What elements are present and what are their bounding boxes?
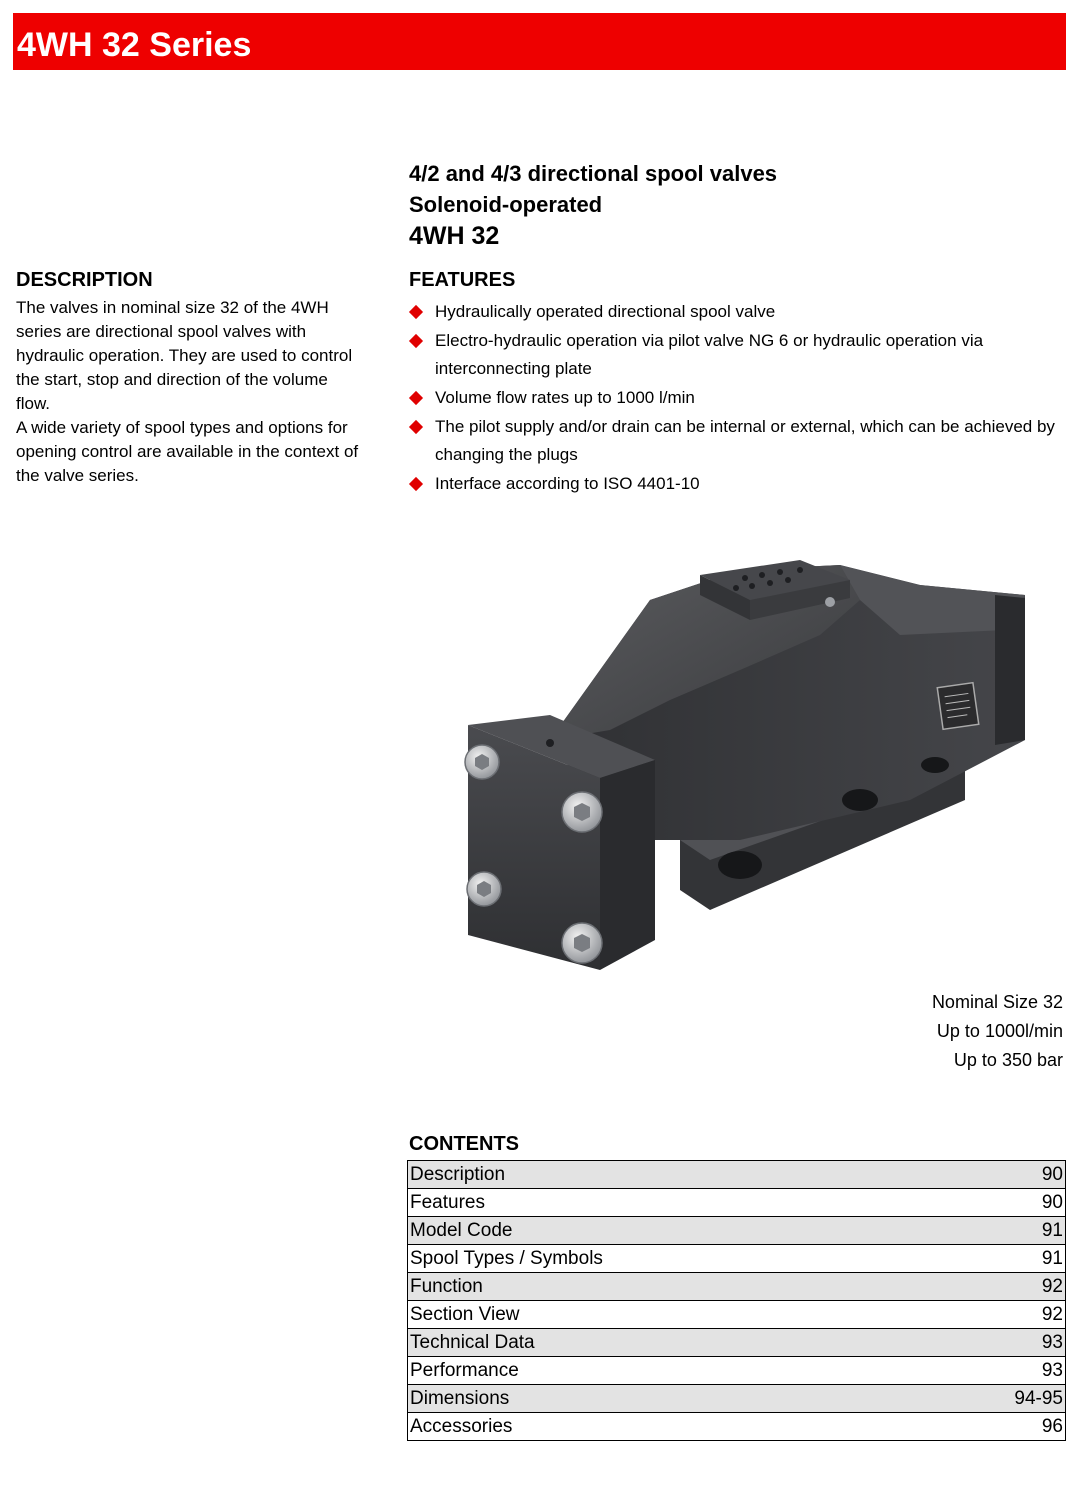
table-row[interactable]: Description 90 xyxy=(408,1161,1066,1189)
diamond-bullet-icon xyxy=(409,477,423,491)
diamond-bullet-icon xyxy=(409,420,423,434)
spec-flow: Up to 1000l/min xyxy=(936,1021,1063,1041)
table-row[interactable]: Dimensions 94-95 xyxy=(408,1385,1066,1413)
title-banner xyxy=(13,13,1066,70)
table-row[interactable]: Technical Data 93 xyxy=(408,1329,1066,1357)
subtitle-line-1: 4/2 and 4/3 directional spool valves xyxy=(409,161,778,186)
table-row[interactable]: Section View 92 xyxy=(408,1301,1066,1329)
description-text xyxy=(16,296,366,488)
subtitle-line-2: Solenoid-operated xyxy=(409,192,603,217)
model-name: 4WH 32 xyxy=(409,222,500,250)
description-paragraph-1: The valves in nominal size 32 of the 4WH series are directional spool valves with hydraulic operation. They are used to control the start, stop and direction of the volume flow. xyxy=(16,298,353,413)
table-row[interactable]: Performance 93 xyxy=(408,1357,1066,1385)
product-subtitle xyxy=(409,158,777,252)
feature-item: The pilot supply and/or drain can be internal or external, which can be achieved by changing the plugs xyxy=(409,413,1079,469)
spec-summary xyxy=(932,988,1063,1075)
table-row[interactable]: Accessories 96 xyxy=(408,1413,1066,1441)
contents-table xyxy=(407,1160,1066,1441)
spec-nominal-size: Nominal Size 32 xyxy=(931,992,1063,1012)
diamond-bullet-icon xyxy=(409,305,423,319)
table-row[interactable]: Features 90 xyxy=(408,1189,1066,1217)
feature-item: Electro-hydraulic operation via pilot valve NG 6 or hydraulic operation via interconnecting plate xyxy=(409,327,1079,383)
feature-item: Volume flow rates up to 1000 l/min xyxy=(409,384,1079,412)
features-list xyxy=(409,298,1079,499)
table-row[interactable]: Spool Types / Symbols 91 xyxy=(408,1245,1066,1273)
feature-item: Hydraulically operated directional spool valve xyxy=(409,298,1079,326)
description-paragraph-2: A wide variety of spool types and options for opening control are available in the context of the valve series. xyxy=(16,418,359,485)
description-heading: DESCRIPTION xyxy=(16,269,153,291)
diamond-bullet-icon xyxy=(409,334,423,348)
feature-item: Interface according to ISO 4401-10 xyxy=(409,470,1079,498)
spec-pressure: Up to 350 bar xyxy=(953,1050,1063,1070)
diamond-bullet-icon xyxy=(409,391,423,405)
table-row[interactable]: Model Code 91 xyxy=(408,1217,1066,1245)
contents-heading: CONTENTS xyxy=(409,1133,519,1155)
hydraulic-valve-image xyxy=(440,540,1040,980)
features-heading: FEATURES xyxy=(409,269,516,291)
table-row[interactable]: Function 92 xyxy=(408,1273,1066,1301)
page-title: 4WH 32 Series xyxy=(17,26,252,64)
